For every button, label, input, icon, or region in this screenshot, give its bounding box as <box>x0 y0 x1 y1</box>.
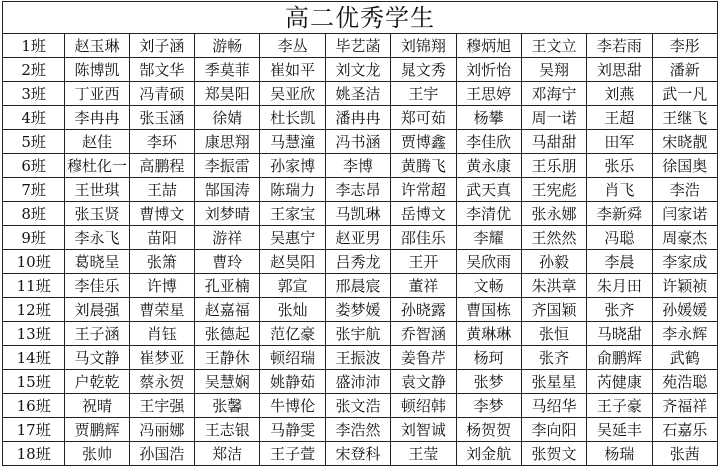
student-name-cell: 曹荣星 <box>129 298 194 322</box>
student-name-cell: 马绍华 <box>521 394 586 418</box>
student-name-cell: 曹博文 <box>129 202 194 226</box>
student-name-cell: 宋晓靓 <box>652 130 717 154</box>
student-name-cell: 李耀 <box>456 226 521 250</box>
student-name-cell: 张梦 <box>456 370 521 394</box>
student-name-cell: 吴欣雨 <box>456 250 521 274</box>
student-name-cell: 黄琳琳 <box>456 322 521 346</box>
class-label-cell: 4班 <box>3 106 65 130</box>
student-name-cell: 祝晴 <box>65 394 129 418</box>
student-name-cell: 高鹏程 <box>129 154 194 178</box>
student-name-cell: 王静休 <box>195 346 260 370</box>
student-name-cell: 郜国涛 <box>195 178 260 202</box>
student-name-cell: 张星星 <box>521 370 586 394</box>
student-name-cell: 杨贺贺 <box>456 418 521 442</box>
student-name-cell: 崔梦亚 <box>129 346 194 370</box>
student-name-cell: 郑可茹 <box>391 106 456 130</box>
student-name-cell: 邓海宁 <box>521 82 586 106</box>
student-name-cell: 许常超 <box>391 178 456 202</box>
table-row <box>3 418 718 442</box>
student-name-cell: 李梦 <box>456 394 521 418</box>
student-name-cell: 许颖祯 <box>652 274 717 298</box>
student-name-cell: 刘晨强 <box>65 298 129 322</box>
table-row <box>3 130 718 154</box>
student-name-cell: 芮健康 <box>587 370 652 394</box>
class-label-cell: 12班 <box>3 298 65 322</box>
student-name-cell: 武天真 <box>456 178 521 202</box>
student-name-cell: 孔亚楠 <box>195 274 260 298</box>
student-name-cell: 刘子涵 <box>129 34 194 58</box>
table-row <box>3 298 718 322</box>
student-name-cell: 牛博伦 <box>260 394 325 418</box>
student-name-cell: 武一凡 <box>652 82 717 106</box>
student-name-cell: 吴惠宁 <box>260 226 325 250</box>
student-name-cell: 冯聪 <box>587 226 652 250</box>
student-name-cell: 贾博鑫 <box>391 130 456 154</box>
student-name-cell: 李振雷 <box>195 154 260 178</box>
student-name-cell: 潘新 <box>652 58 717 82</box>
student-name-cell: 冯书涵 <box>325 130 390 154</box>
student-name-cell: 董祥 <box>391 274 456 298</box>
student-name-cell: 赵嘉福 <box>195 298 260 322</box>
student-name-cell: 张灿 <box>260 298 325 322</box>
student-table <box>2 33 718 466</box>
student-name-cell: 马文静 <box>65 346 129 370</box>
student-name-cell: 游畅 <box>195 34 260 58</box>
student-name-cell: 闫家诺 <box>652 202 717 226</box>
student-name-cell: 晁文秀 <box>391 58 456 82</box>
table-row <box>3 82 718 106</box>
student-name-cell: 陈博凯 <box>65 58 129 82</box>
student-name-cell: 张茜 <box>652 442 717 466</box>
student-name-cell: 盛沛沛 <box>325 370 390 394</box>
student-name-cell: 肖钰 <box>129 322 194 346</box>
class-label-cell: 8班 <box>3 202 65 226</box>
student-name-cell: 赵昊阳 <box>260 250 325 274</box>
student-name-cell: 李丛 <box>260 34 325 58</box>
student-name-cell: 周一诺 <box>521 106 586 130</box>
student-name-cell: 姚静茹 <box>260 370 325 394</box>
student-name-cell: 李佳欣 <box>456 130 521 154</box>
student-name-cell: 张恒 <box>521 322 586 346</box>
table-row <box>3 58 718 82</box>
student-name-cell: 赵玉琳 <box>65 34 129 58</box>
student-name-cell: 孙毅 <box>521 250 586 274</box>
student-name-cell: 郜文华 <box>129 58 194 82</box>
student-name-cell: 刘锦翔 <box>391 34 456 58</box>
student-name-cell: 李家成 <box>652 250 717 274</box>
student-name-cell: 孙国浩 <box>129 442 194 466</box>
table-row <box>3 178 718 202</box>
student-name-cell: 刘思甜 <box>587 58 652 82</box>
student-name-cell: 武鹤 <box>652 346 717 370</box>
student-name-cell: 郑昊阳 <box>195 82 260 106</box>
student-name-cell: 徐国奥 <box>652 154 717 178</box>
student-name-cell: 李永辉 <box>652 322 717 346</box>
student-name-cell: 马甜甜 <box>521 130 586 154</box>
student-name-cell: 马凯琳 <box>325 202 390 226</box>
student-name-cell: 王继飞 <box>652 106 717 130</box>
student-name-cell: 贾鹏辉 <box>65 418 129 442</box>
class-label-cell: 3班 <box>3 82 65 106</box>
student-name-cell: 李向阳 <box>521 418 586 442</box>
class-label-cell: 5班 <box>3 130 65 154</box>
student-name-cell: 杜长凯 <box>260 106 325 130</box>
student-name-cell: 田军 <box>587 130 652 154</box>
student-name-cell: 齐福祥 <box>652 394 717 418</box>
student-name-cell: 李佳乐 <box>65 274 129 298</box>
student-name-cell: 曹玲 <box>195 250 260 274</box>
student-name-cell: 康思翔 <box>195 130 260 154</box>
student-name-cell: 马晓甜 <box>587 322 652 346</box>
student-name-cell: 张乐 <box>587 154 652 178</box>
student-name-cell: 徐婧 <box>195 106 260 130</box>
student-name-cell: 赵佳 <box>65 130 129 154</box>
student-name-cell: 杨珂 <box>456 346 521 370</box>
student-name-cell: 王家宝 <box>260 202 325 226</box>
student-name-cell: 冯丽娜 <box>129 418 194 442</box>
student-name-cell: 游祥 <box>195 226 260 250</box>
student-name-cell: 赵亚男 <box>325 226 390 250</box>
student-name-cell: 肖飞 <box>587 178 652 202</box>
student-name-cell: 苑浩聪 <box>652 370 717 394</box>
student-name-cell: 齐国颖 <box>521 298 586 322</box>
student-name-cell: 张帅 <box>65 442 129 466</box>
student-name-cell: 黄腾飞 <box>391 154 456 178</box>
student-name-cell: 孙媛媛 <box>652 298 717 322</box>
table-row <box>3 442 718 466</box>
class-label-cell: 10班 <box>3 250 65 274</box>
student-name-cell: 杨瑞 <box>587 442 652 466</box>
student-name-cell: 张德起 <box>195 322 260 346</box>
student-name-cell: 王开 <box>391 250 456 274</box>
class-label-cell: 2班 <box>3 58 65 82</box>
student-name-cell: 李清优 <box>456 202 521 226</box>
student-name-cell: 马静雯 <box>260 418 325 442</box>
student-name-cell: 周豪杰 <box>652 226 717 250</box>
class-label-cell: 13班 <box>3 322 65 346</box>
student-name-cell: 蔡永贺 <box>129 370 194 394</box>
student-name-cell: 姚圣洁 <box>325 82 390 106</box>
student-name-cell: 丁亚西 <box>65 82 129 106</box>
student-name-cell: 张永娜 <box>521 202 586 226</box>
student-name-cell: 李环 <box>129 130 194 154</box>
student-name-cell: 黄永康 <box>456 154 521 178</box>
student-name-cell: 李彤 <box>652 34 717 58</box>
student-name-cell: 王子涵 <box>65 322 129 346</box>
student-name-cell: 朱洪章 <box>521 274 586 298</box>
student-name-cell: 崔如平 <box>260 58 325 82</box>
class-label-cell: 7班 <box>3 178 65 202</box>
table-row <box>3 226 718 250</box>
student-name-cell: 吴翔 <box>521 58 586 82</box>
student-name-cell: 穆杜化一 <box>65 154 129 178</box>
class-label-cell: 16班 <box>3 394 65 418</box>
student-name-cell: 张齐 <box>521 346 586 370</box>
student-name-cell: 张箫 <box>129 250 194 274</box>
student-name-cell: 王子豪 <box>587 394 652 418</box>
class-label-cell: 17班 <box>3 418 65 442</box>
table-row <box>3 202 718 226</box>
student-name-cell: 李浩 <box>652 178 717 202</box>
student-name-cell: 乔智涵 <box>391 322 456 346</box>
student-name-cell: 郑洁 <box>195 442 260 466</box>
student-name-cell: 王振波 <box>325 346 390 370</box>
student-name-cell: 刘梦晴 <box>195 202 260 226</box>
student-name-cell: 李晨 <box>587 250 652 274</box>
student-name-cell: 李志昂 <box>325 178 390 202</box>
student-name-cell: 毕艺菡 <box>325 34 390 58</box>
student-name-cell: 石嘉乐 <box>652 418 717 442</box>
student-name-cell: 苗阳 <box>129 226 194 250</box>
class-label-cell: 9班 <box>3 226 65 250</box>
student-name-cell: 潘冉冉 <box>325 106 390 130</box>
student-name-cell: 王文立 <box>521 34 586 58</box>
student-name-cell: 杨攀 <box>456 106 521 130</box>
class-label-cell: 18班 <box>3 442 65 466</box>
student-name-cell: 张宇航 <box>325 322 390 346</box>
table-row <box>3 322 718 346</box>
student-name-cell: 俞鹏辉 <box>587 346 652 370</box>
student-name-cell: 顿绍瑞 <box>260 346 325 370</box>
student-name-cell: 邢晨宸 <box>325 274 390 298</box>
student-name-cell: 马慧潼 <box>260 130 325 154</box>
table-row <box>3 346 718 370</box>
student-name-cell: 吴亚欣 <box>260 82 325 106</box>
student-name-cell: 顿绍韩 <box>391 394 456 418</box>
student-name-cell: 宋登科 <box>325 442 390 466</box>
table-row <box>3 250 718 274</box>
student-name-cell: 范亿豪 <box>260 322 325 346</box>
student-name-cell: 刘文龙 <box>325 58 390 82</box>
student-name-cell: 李新舜 <box>587 202 652 226</box>
class-label-cell: 14班 <box>3 346 65 370</box>
student-name-cell: 张馨 <box>195 394 260 418</box>
student-name-cell: 王子萱 <box>260 442 325 466</box>
class-label-cell: 15班 <box>3 370 65 394</box>
student-name-cell: 郭宣 <box>260 274 325 298</box>
student-name-cell: 刘智诚 <box>391 418 456 442</box>
student-name-cell: 刘燕 <box>587 82 652 106</box>
student-name-cell: 葛晓呈 <box>65 250 129 274</box>
table-row <box>3 154 718 178</box>
table-row <box>3 370 718 394</box>
student-name-cell: 王宪彪 <box>521 178 586 202</box>
student-name-cell: 张玉涵 <box>129 106 194 130</box>
student-name-cell: 王然然 <box>521 226 586 250</box>
student-name-cell: 陈瑞力 <box>260 178 325 202</box>
student-name-cell: 李永飞 <box>65 226 129 250</box>
student-name-cell: 许博 <box>129 274 194 298</box>
student-name-cell: 王超 <box>587 106 652 130</box>
class-label-cell: 11班 <box>3 274 65 298</box>
student-name-cell: 吴延丰 <box>587 418 652 442</box>
table-row <box>3 274 718 298</box>
student-name-cell: 曹国栋 <box>456 298 521 322</box>
student-name-cell: 王思婷 <box>456 82 521 106</box>
student-name-cell: 李浩然 <box>325 418 390 442</box>
student-name-cell: 张文浩 <box>325 394 390 418</box>
student-name-cell: 姜鲁芹 <box>391 346 456 370</box>
class-label-cell: 6班 <box>3 154 65 178</box>
student-name-cell: 孙晓露 <box>391 298 456 322</box>
table-body <box>3 34 718 466</box>
student-name-cell: 李若雨 <box>587 34 652 58</box>
student-name-cell: 王莹 <box>391 442 456 466</box>
student-name-cell: 袁文静 <box>391 370 456 394</box>
student-name-cell: 王宇 <box>391 82 456 106</box>
student-name-cell: 王志银 <box>195 418 260 442</box>
student-name-cell: 刘金航 <box>456 442 521 466</box>
student-name-cell: 李博 <box>325 154 390 178</box>
student-name-cell: 季莫菲 <box>195 58 260 82</box>
student-name-cell: 张贺文 <box>521 442 586 466</box>
student-name-cell: 娄梦媛 <box>325 298 390 322</box>
table-row <box>3 394 718 418</box>
student-name-cell: 冯青硕 <box>129 82 194 106</box>
student-name-cell: 吕秀龙 <box>325 250 390 274</box>
student-name-cell: 王世琪 <box>65 178 129 202</box>
student-name-cell: 王宇强 <box>129 394 194 418</box>
student-name-cell: 穆炳旭 <box>456 34 521 58</box>
page-title: 高二优秀学生 <box>2 1 718 33</box>
student-name-cell: 孙家博 <box>260 154 325 178</box>
student-name-cell: 张玉贤 <box>65 202 129 226</box>
student-name-cell: 张齐 <box>587 298 652 322</box>
student-name-cell: 朱月田 <box>587 274 652 298</box>
student-name-cell: 李冉冉 <box>65 106 129 130</box>
class-label-cell: 1班 <box>3 34 65 58</box>
student-name-cell: 户乾乾 <box>65 370 129 394</box>
table-row <box>3 34 718 58</box>
student-name-cell: 王喆 <box>129 178 194 202</box>
student-name-cell: 邵佳乐 <box>391 226 456 250</box>
student-name-cell: 王乐朋 <box>521 154 586 178</box>
table-row <box>3 106 718 130</box>
student-name-cell: 文畅 <box>456 274 521 298</box>
student-name-cell: 刘忻怡 <box>456 58 521 82</box>
student-name-cell: 岳博文 <box>391 202 456 226</box>
student-name-cell: 吴慧娴 <box>195 370 260 394</box>
